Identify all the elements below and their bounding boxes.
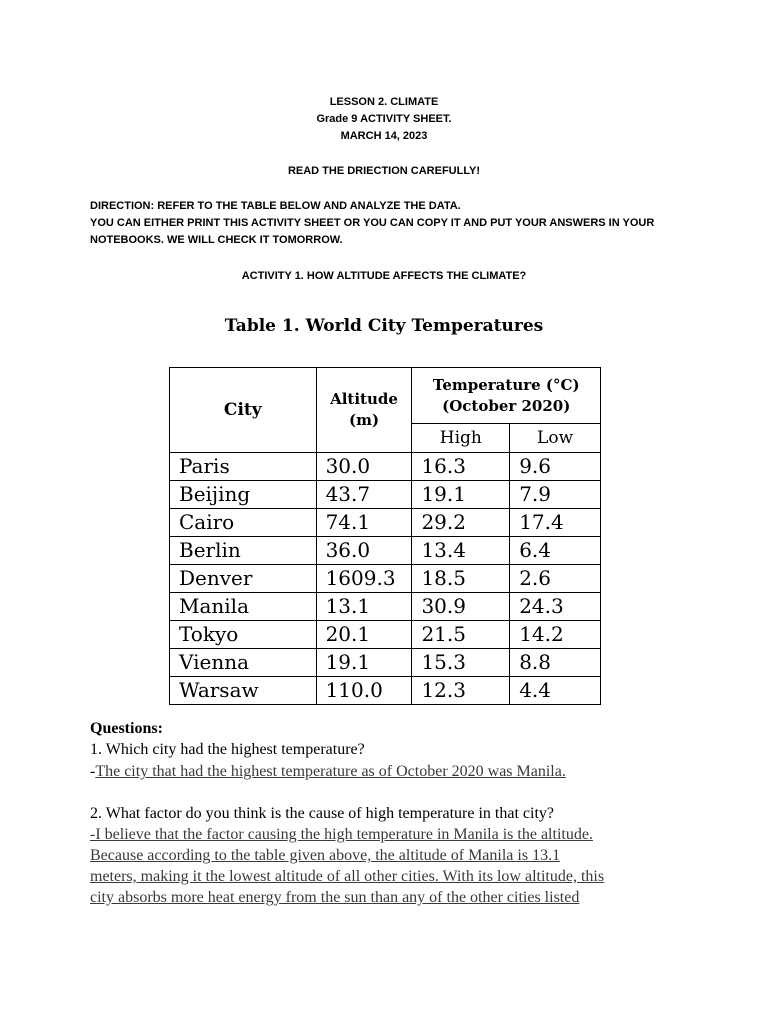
lesson-title: LESSON 2. CLIMATE bbox=[329, 96, 439, 108]
cell-altitude: 30.0 bbox=[316, 453, 412, 481]
cell-city: Vienna bbox=[170, 649, 317, 677]
cell-low: 24.3 bbox=[510, 593, 601, 621]
table-row bbox=[170, 481, 601, 509]
cell-city: Manila bbox=[170, 593, 317, 621]
cell-low: 8.8 bbox=[510, 649, 601, 677]
cell-altitude: 110.0 bbox=[316, 677, 412, 705]
direction-line-2: YOU CAN EITHER PRINT THIS ACTIVITY SHEET OR YOU CAN COPY IT AND PUT YOUR ANSWERS IN YOUR bbox=[90, 217, 655, 229]
cell-low: 9.6 bbox=[510, 453, 601, 481]
cell-high: 16.3 bbox=[412, 453, 510, 481]
cell-altitude: 43.7 bbox=[316, 481, 412, 509]
question-2: 2. What factor do you think is the cause of high temperature in that city? bbox=[90, 805, 555, 822]
cell-low: 17.4 bbox=[510, 509, 601, 537]
header-high: High bbox=[412, 424, 510, 453]
cell-altitude: 20.1 bbox=[316, 621, 412, 649]
table-row bbox=[170, 677, 601, 705]
table-row bbox=[170, 537, 601, 565]
cell-low: 2.6 bbox=[510, 565, 601, 593]
table-row bbox=[170, 649, 601, 677]
grade-line: Grade 9 ACTIVITY SHEET. bbox=[316, 113, 452, 125]
answer-2-line-2: Because according to the table given above, the altitude of Manila is 13.1 bbox=[90, 847, 561, 864]
cell-altitude: 13.1 bbox=[316, 593, 412, 621]
question-1: 1. Which city had the highest temperature? bbox=[90, 741, 365, 758]
cell-high: 19.1 bbox=[412, 481, 510, 509]
cell-city: Warsaw bbox=[170, 677, 317, 705]
cell-low: 7.9 bbox=[510, 481, 601, 509]
direction-line-1: DIRECTION: REFER TO THE TABLE BELOW AND ANALYZE THE DATA. bbox=[90, 200, 461, 212]
cell-city: Cairo bbox=[170, 509, 317, 537]
cell-high: 15.3 bbox=[412, 649, 510, 677]
cell-altitude: 36.0 bbox=[316, 537, 412, 565]
answer-2-line-1: -I believe that the factor causing the high temperature in Manila is the altitude. bbox=[90, 826, 593, 843]
answer-2-line-3: meters, making it the lowest altitude of all other cities. With its low altitude, this bbox=[90, 868, 605, 885]
direction-line-3: NOTEBOOKS. WE WILL CHECK IT TOMORROW. bbox=[90, 234, 343, 246]
cell-low: 6.4 bbox=[510, 537, 601, 565]
header-low: Low bbox=[510, 424, 601, 453]
table-row bbox=[170, 593, 601, 621]
cell-high: 12.3 bbox=[412, 677, 510, 705]
answer-1 bbox=[90, 763, 566, 781]
cell-high: 13.4 bbox=[412, 537, 510, 565]
activity-title: ACTIVITY 1. HOW ALTITUDE AFFECTS THE CLIMATE? bbox=[241, 270, 527, 282]
cell-altitude: 19.1 bbox=[316, 649, 412, 677]
answer-2-line-4: city absorbs more heat energy from the sun than any of the other cities listed bbox=[90, 889, 580, 906]
header-temperature: Temperature (°C) (October 2020) bbox=[412, 368, 601, 424]
answer-1-text: The city that had the highest temperature as of October 2020 was Manila. bbox=[95, 763, 566, 780]
answer-1-dash: - bbox=[90, 763, 96, 780]
cell-high: 30.9 bbox=[412, 593, 510, 621]
cell-low: 4.4 bbox=[510, 677, 601, 705]
table-row bbox=[170, 621, 601, 649]
questions-heading: Questions: bbox=[90, 720, 163, 737]
cell-high: 21.5 bbox=[412, 621, 510, 649]
cell-city: Paris bbox=[170, 453, 317, 481]
cell-city: Berlin bbox=[170, 537, 317, 565]
cell-city: Denver bbox=[170, 565, 317, 593]
cell-city: Tokyo bbox=[170, 621, 317, 649]
table-title: Table 1. World City Temperatures bbox=[224, 316, 544, 336]
cell-altitude: 74.1 bbox=[316, 509, 412, 537]
header-city: City bbox=[170, 368, 317, 453]
table-row bbox=[170, 565, 601, 593]
cell-city: Beijing bbox=[170, 481, 317, 509]
cell-high: 18.5 bbox=[412, 565, 510, 593]
read-direction: READ THE DRIECTION CAREFULLY! bbox=[287, 165, 481, 177]
table-row bbox=[170, 509, 601, 537]
cell-altitude: 1609.3 bbox=[316, 565, 412, 593]
date-line: MARCH 14, 2023 bbox=[340, 130, 428, 142]
header-altitude: Altitude (m) bbox=[316, 368, 412, 453]
cell-low: 14.2 bbox=[510, 621, 601, 649]
table-row bbox=[170, 453, 601, 481]
cell-high: 29.2 bbox=[412, 509, 510, 537]
city-temperature-table bbox=[169, 367, 601, 705]
